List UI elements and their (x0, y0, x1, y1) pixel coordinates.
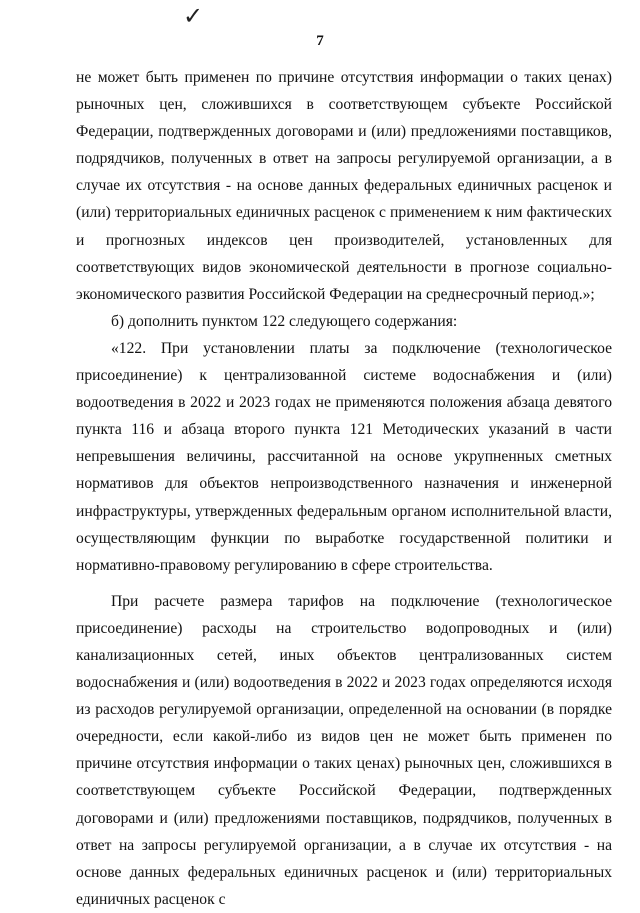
paragraph-point-122: «122. При установлении платы за подключение (технологическое присоединение) к централизованной системе водоснабжения и (или) водоотведения в 2022 и 2023 годах не применяются положения абзаца девятого пункта 116 и абзаца второго пункта 121 Методических указаний в части непревышения величины, рассчитанной на основе укрупненных сметных нормативов для объектов непроизводственного назначения и инженерной инфраструктуры, утвержденных федеральным органом исполнительной власти, осуществляющим функции по выработке государственной политики и нормативно-правовому регулированию в сфере строительства. (76, 339, 612, 574)
paragraph-spacer (76, 579, 612, 588)
paragraph-continuation: не может быть применен по причине отсутствия информации о таких ценах) рыночных цен, сложившихся в соответствующем субъекте Российской Федерации, подтвержденных договорами и (или) предложениями поставщиков, подрядчиков, полученных в ответ на запросы регулируемой организации, а в случае их отсутствия - на основе данных федеральных единичных расценок и (или) территориальных единичных расценок с применением к ним фактических и прогнозных индексов цен производителей, установленных для соответствующих видов экономической деятельности в прогнозе социально-экономического развития Российской Федерации на среднесрочный период.»; (76, 69, 612, 303)
paragraph-amendment-b: б) дополнить пунктом 122 следующего содержания: (111, 312, 458, 330)
paragraph-tariff-calculation: При расчете размера тарифов на подключение (технологическое присоединение) расходы на строительство водопроводных и (или) канализационных сетей, иных объектов централизованных систем водоснабжения и (или) водоотведения в 2022 и 2023 годах определяются исходя из расходов регулируемой организации, определенной на основании (в порядке очередности, если какой-либо из видов цен не может быть применен по причине отсутствия информации о таких ценах) рыночных цен, сложившихся в соответствующем субъекте Российской Федерации, подтвержденных договорами и (или) предложениями поставщиков, подрядчиков, полученных в ответ на запросы регулируемой организации, а в случае их отсутствия - на основе данных федеральных единичных расценок и (или) территориальных единичных расценок с (76, 592, 612, 908)
document-body (76, 64, 612, 913)
page-number: 7 (316, 33, 324, 49)
handwritten-check-mark: ✓ (183, 2, 204, 30)
